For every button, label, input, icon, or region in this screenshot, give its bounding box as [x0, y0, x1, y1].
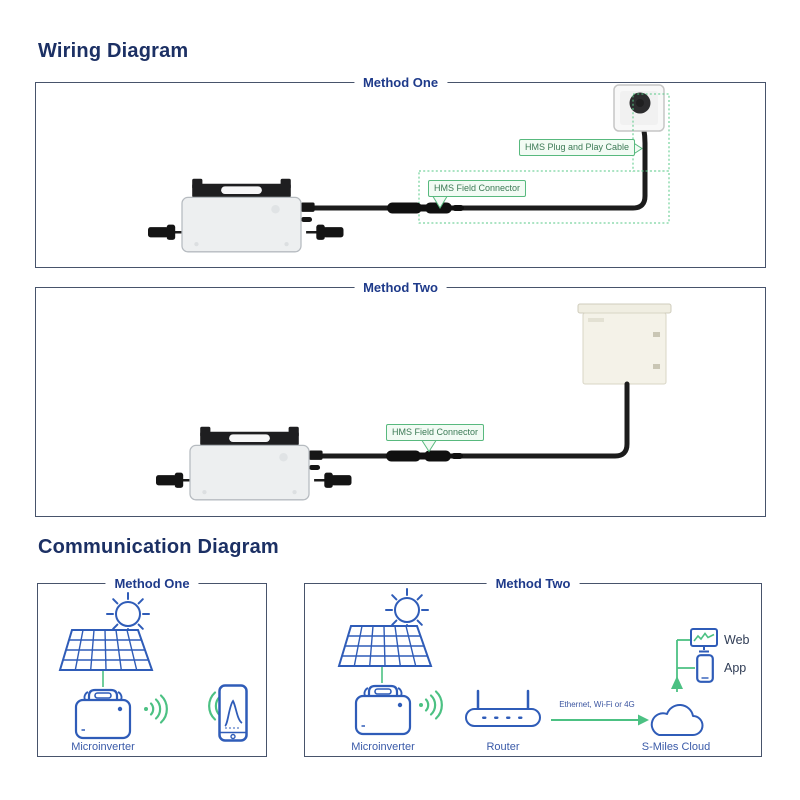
junction-box-icon — [578, 304, 671, 384]
field-connector-callout: HMS Field Connector — [386, 424, 484, 441]
router-icon — [466, 691, 540, 726]
comm-method-two-panel — [304, 576, 762, 757]
microinverter-icon — [356, 686, 410, 734]
solar-panel-sun-icon — [339, 589, 431, 666]
router-caption: Router — [486, 741, 520, 753]
wifi-waves-icon — [419, 692, 442, 719]
microinverter-caption: Microinverter — [71, 741, 135, 753]
communication-diagram-title: Communication Diagram — [38, 536, 279, 558]
power-outlet-icon — [614, 85, 664, 131]
wiring-method-one-graphic — [36, 83, 767, 269]
cloud-to-apps-connector — [671, 640, 695, 692]
field-connector-icon — [386, 451, 463, 462]
comm-method-two-legend: Method Two — [487, 575, 580, 592]
wiring-method-two-graphic — [36, 288, 767, 518]
wiring-method-two-legend: Method Two — [354, 279, 447, 296]
comm-method-one-panel — [37, 576, 267, 757]
field-connector-callout: HMS Field Connector — [428, 180, 526, 197]
wiring-method-one-legend: Method One — [354, 74, 447, 91]
ethernet-arrow — [551, 715, 649, 726]
web-caption: Web — [724, 633, 750, 647]
microinverter-icon — [148, 179, 344, 252]
monitor-icon — [691, 629, 717, 652]
wiring-method-two-panel — [35, 280, 766, 517]
ac-cable — [323, 384, 627, 456]
microinverter-icon — [156, 427, 352, 500]
microinverter-icon — [76, 690, 130, 738]
app-caption: App — [724, 661, 747, 675]
app-phone-icon — [697, 655, 713, 682]
plug-play-callout: HMS Plug and Play Cable — [519, 139, 635, 156]
ethernet-link-caption: Ethernet, Wi-Fi or 4G — [559, 700, 635, 709]
wifi-waves-icon — [144, 696, 167, 723]
comm-method-one-legend: Method One — [105, 575, 198, 592]
cloud-icon — [652, 705, 703, 735]
solar-panel-sun-icon — [60, 593, 152, 670]
microinverter-caption: Microinverter — [351, 741, 415, 753]
wiring-method-one-panel — [35, 75, 766, 268]
smartphone-icon — [220, 686, 247, 741]
field-connector-callout-pointer — [422, 441, 436, 452]
field-connector-icon — [387, 203, 464, 214]
wiring-diagram-title: Wiring Diagram — [38, 40, 189, 62]
cloud-caption: S-Miles Cloud — [641, 741, 711, 753]
comm-method-one-graphic — [38, 584, 268, 758]
comm-method-two-graphic — [305, 584, 763, 758]
